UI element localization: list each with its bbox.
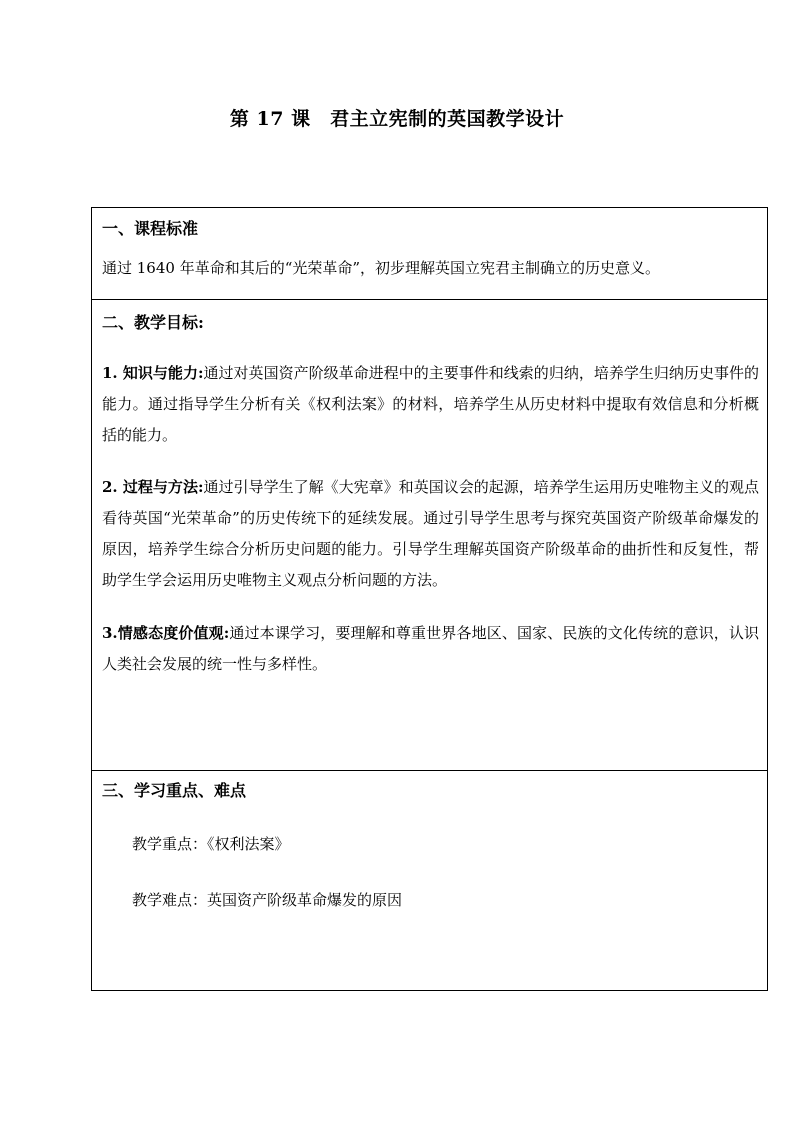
document-title: 第 17 课 君主立宪制的英国教学设计 (229, 108, 565, 130)
key-points-heading: 三、学习重点、难点 (102, 781, 247, 800)
course-standard-heading: 一、课程标准 (102, 219, 199, 238)
objective-process-label: 2. 过程与方法: (102, 478, 204, 496)
objective-values-text: 通过本课学习，要理解和尊重世界各地区、国家、民族的文化传统的意识，认识人类社会发展的统一性与多样性。 (102, 624, 759, 673)
objective-knowledge-text: 通过对英国资产阶级革命进程中的主要事件和线索的归纳，培养学生归纳历史事件的能力。通过指导学生分析有关《权利法案》的材料，培养学生从历史材料中提取有效信息和分析概括的能力。 (102, 364, 759, 444)
teaching-objectives-heading: 二、教学目标: (102, 313, 204, 332)
objective-values-label: 3.情感态度价值观: (102, 624, 230, 642)
course-standard-text: 通过 1640 年革命和其后的“光荣革命”，初步理解英国立宪君主制确立的历史意义。 (102, 259, 661, 277)
objective-knowledge-label: 1. 知识与能力: (102, 364, 204, 382)
teaching-focus: 教学重点：《权利法案》 (132, 835, 290, 853)
objective-knowledge (102, 358, 759, 451)
course-standard-section (92, 208, 767, 300)
objective-process (102, 472, 759, 596)
objective-values (102, 618, 759, 680)
teaching-objectives-section (92, 300, 767, 771)
key-points-section (92, 771, 767, 990)
objective-process-text: 通过引导学生了解《大宪章》和英国议会的起源，培养学生运用历史唯物主义的观点看待英国“光荣革命”的历史传统下的延续发展。通过引导学生思考与探究英国资产阶级革命爆发的原因，培养学生综合分析历史问题的能力。引导学生理解英国资产阶级革命的曲折性和反复性，帮助学生学会运用历史唯物主义观点分析问题的方法。 (102, 478, 759, 589)
teaching-difficulty: 教学难点：英国资产阶级革命爆发的原因 (132, 891, 403, 909)
lesson-plan-table (91, 207, 768, 991)
